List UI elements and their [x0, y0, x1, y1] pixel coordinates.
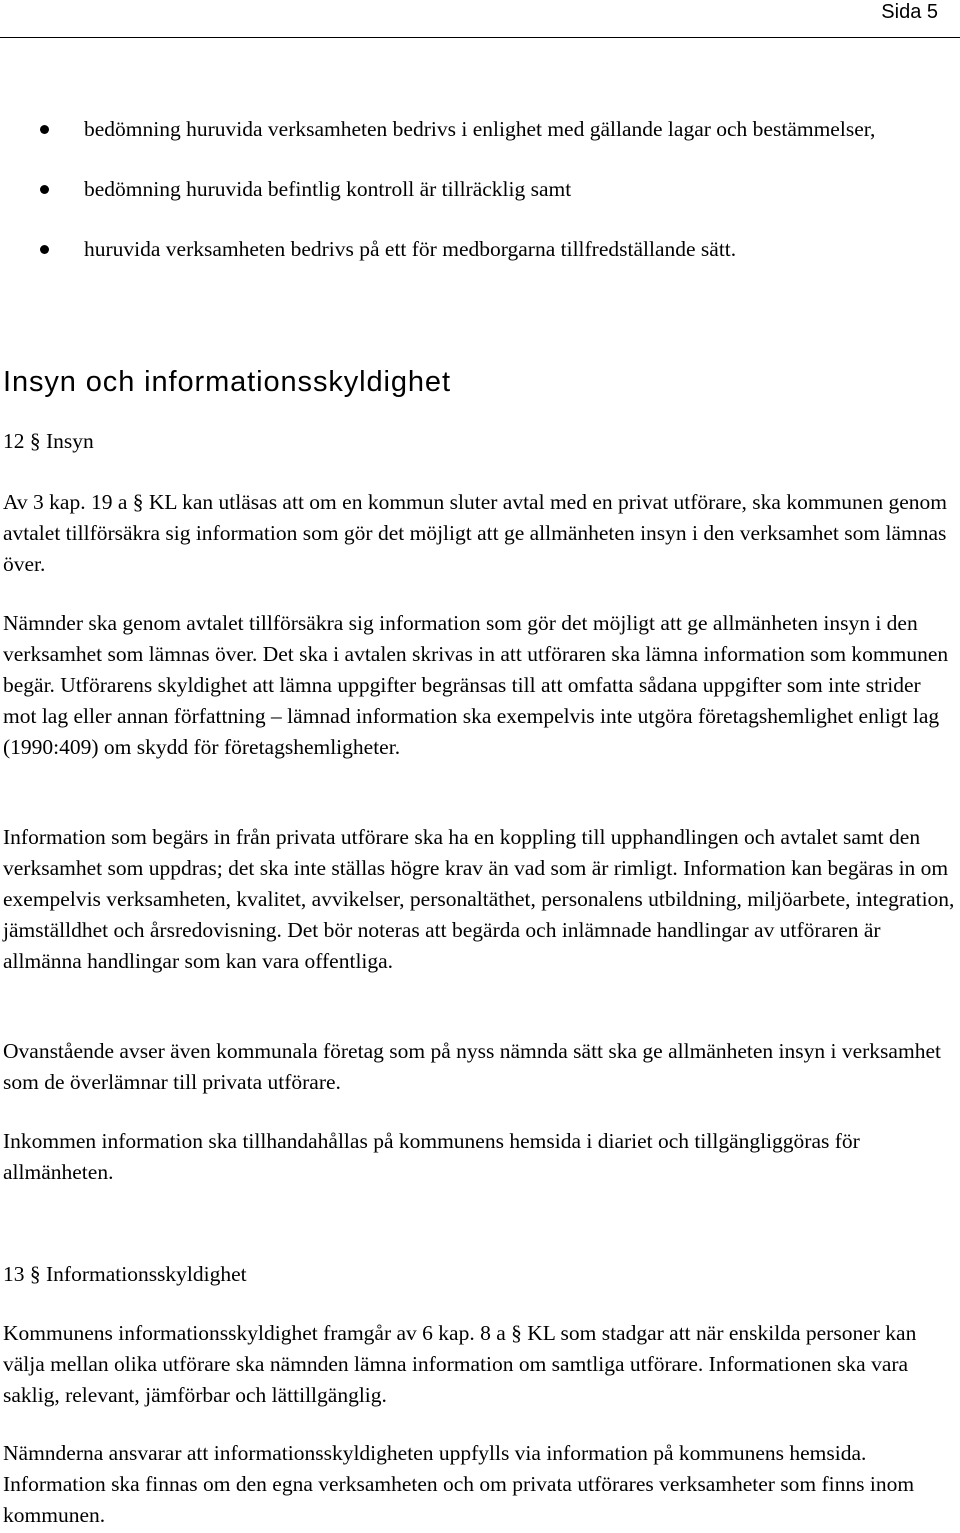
- paragraph: Kommunens informationsskyldighet framgår av 6 kap. 8 a § KL som stadgar att när enskilda personer kan välja mellan olika utförare ska nämnden lämna information om samtliga utförare. Informationen ska vara saklig, relevant, jämförbar och lättillgänglig.: [3, 1321, 917, 1407]
- bullet-icon: [40, 245, 49, 254]
- paragraph: Av 3 kap. 19 a § KL kan utläsas att om en kommun sluter avtal med en privat utförare, ska kommunen genom avtalet tillförsäkra sig information som gör det möjligt att ge allmänheten insyn i den verksamhet som lämnas över.: [3, 490, 947, 576]
- paragraph: Information som begärs in från privata utförare ska ha en koppling till upphandlingen och avtalet samt den verksamhet som uppdras; det ska inte ställas högre krav än vad som är rimligt. Information kan begäras in om exempelvis verksamheten, kvalitet, avvikelser, personaltäthet, personalens utbildning, miljöarbete, integration, jämställdhet och årsredovisning. Det bör noteras att begärda och inlämnade handlingar av utföraren är allmänna handlingar som kan vara offentliga.: [3, 825, 955, 973]
- paragraph: Ovanstående avser även kommunala företag som på nyss nämnda sätt ska ge allmänheten insyn i verksamhet som de överlämnar till privata utförare.: [3, 1039, 941, 1094]
- bullet-text: bedömning huruvida befintlig kontroll är tillräcklig samt: [84, 177, 572, 201]
- bullet-text: bedömning huruvida verksamheten bedrivs i enlighet med gällande lagar och bestämmelser,: [84, 117, 876, 141]
- page-header: [0, 0, 960, 38]
- paragraph: Inkommen information ska tillhandahållas på kommunens hemsida i diariet och tillgängliggöras för allmänheten.: [3, 1129, 860, 1184]
- subsection-title-informationsskyldighet: 13 § Informationsskyldighet: [3, 1262, 247, 1286]
- paragraph: Nämnder ska genom avtalet tillförsäkra sig information som gör det möjligt att ge allmänheten insyn i den verksamhet som lämnas över. Det ska i avtalen skrivas in att utföraren ska lämna information som kommunen begär. Utförarens skyldighet att lämna uppgifter begränsas till att omfatta sådana uppgifter som inte strider mot lag eller annan författning – lämnad information ska exempelvis inte utgöra företagshemlighet enligt lag (1990:409) om skydd för företagshemligheter.: [3, 611, 949, 759]
- section-heading: Insyn och informationsskyldighet: [3, 366, 451, 398]
- bullet-item: [0, 114, 940, 145]
- bullet-item: [0, 234, 940, 265]
- bullet-text: huruvida verksamheten bedrivs på ett för medborgarna tillfredställande sätt.: [84, 237, 737, 261]
- bullet-list: [0, 114, 940, 294]
- bullet-item: [0, 174, 940, 205]
- paragraph: Nämnderna ansvarar att informationsskyldigheten uppfylls via information på kommunens hemsida. Information ska finnas om den egna verksamheten och om privata utförares verksamheter som finns inom kommunen.: [3, 1441, 915, 1527]
- page-number: Sida 5: [881, 1, 938, 23]
- subsection-title-insyn: 12 § Insyn: [3, 429, 94, 453]
- bullet-icon: [40, 125, 49, 134]
- bullet-icon: [40, 185, 49, 194]
